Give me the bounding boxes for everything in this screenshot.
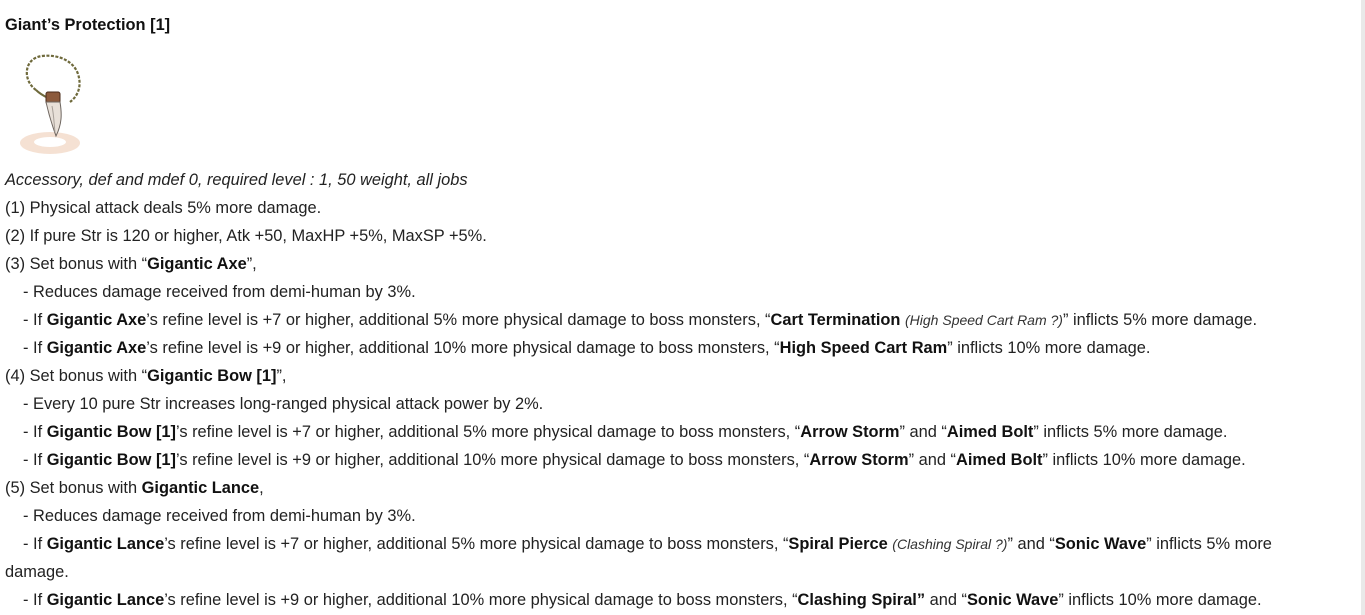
- line-and: ” and “: [1007, 535, 1055, 553]
- skill-name: High Speed Cart Ram: [779, 339, 948, 357]
- set-suffix: ,: [259, 479, 264, 497]
- item-name: Gigantic Lance: [46, 591, 165, 609]
- skill-name: Arrow Storm: [809, 451, 909, 469]
- skill-name: Aimed Bolt: [946, 423, 1034, 441]
- item-summary: Accessory, def and mdef 0, required level : 1, 50 weight, all jobs: [5, 171, 468, 189]
- set-bonus-5-line-1: - Reduces damage received from demi-human by 3%.: [23, 507, 416, 525]
- effect-1: (1) Physical attack deals 5% more damage.: [5, 199, 322, 217]
- item-name: Gigantic Lance: [46, 535, 165, 553]
- line-post: ” inflicts 5% more damage.: [1062, 311, 1257, 329]
- set-bonus-5-line-2: [23, 534, 1357, 554]
- line-post: ” inflicts 5% more: [1146, 535, 1272, 553]
- set-bonus-4-line-2: [23, 422, 1357, 442]
- line-pre: - If: [23, 311, 47, 329]
- set-bonus-3-header: [5, 254, 1357, 274]
- line-mid: ’s refine level is +7 or higher, additional 5% more physical damage to boss monsters, “: [146, 311, 771, 329]
- set-suffix: ”,: [276, 367, 287, 385]
- set-bonus-4-line-3: [23, 450, 1357, 470]
- skill-name: Sonic Wave: [966, 591, 1059, 609]
- set-bonus-5-line-2-wrap: damage.: [5, 563, 69, 581]
- skill-note: (High Speed Cart Ram ?): [905, 312, 1063, 328]
- set-bonus-5-header: [5, 478, 1357, 498]
- line-and: and “: [925, 591, 967, 609]
- line-mid: ’s refine level is +9 or higher, additional 10% more physical damage to boss monsters, “: [176, 451, 810, 469]
- skill-name: Aimed Bolt: [956, 451, 1043, 469]
- set-bonus-4-line-1: - Every 10 pure Str increases long-ranged physical attack power by 2%.: [23, 395, 544, 413]
- set-bonus-3-line-1: - Reduces damage received from demi-human by 3%.: [23, 283, 416, 301]
- line-and: ” and “: [908, 451, 956, 469]
- line-pre: - If: [23, 451, 47, 469]
- item-name: Gigantic Bow [1]: [147, 367, 277, 385]
- set-bonus-4-header: [5, 366, 1357, 386]
- line-mid: ’s refine level is +7 or higher, additional 5% more physical damage to boss monsters, “: [164, 535, 789, 553]
- item-name: Gigantic Bow [1]: [46, 423, 176, 441]
- line-mid: ’s refine level is +7 or higher, additional 5% more physical damage to boss monsters, “: [176, 423, 801, 441]
- skill-name: Sonic Wave: [1054, 535, 1147, 553]
- set-suffix: ”,: [246, 255, 257, 273]
- skill-name: Spiral Pierce: [788, 535, 888, 553]
- scrollbar[interactable]: [1361, 0, 1365, 615]
- set-bonus-5-line-3: [23, 590, 1357, 610]
- set-bonus-3-line-3: [23, 338, 1357, 358]
- line-post: ” inflicts 10% more damage.: [1058, 591, 1262, 609]
- skill-name: Arrow Storm: [800, 423, 900, 441]
- line-post: ” inflicts 5% more damage.: [1033, 423, 1228, 441]
- line-pre: - If: [23, 423, 47, 441]
- line-post: ” inflicts 10% more damage.: [1042, 451, 1246, 469]
- line-pre: - If: [23, 591, 47, 609]
- set-prefix: (4) Set bonus with “: [5, 367, 148, 385]
- set-prefix: (3) Set bonus with “: [5, 255, 148, 273]
- line-and: ” and “: [899, 423, 947, 441]
- item-name: Gigantic Bow [1]: [46, 451, 176, 469]
- item-name: Gigantic Axe: [147, 255, 247, 273]
- necklace-item-image: [16, 50, 88, 160]
- line-pre: - If: [23, 339, 47, 357]
- line-mid: ’s refine level is +9 or higher, additional 10% more physical damage to boss monsters, “: [146, 339, 780, 357]
- item-name: Gigantic Lance: [141, 479, 260, 497]
- set-prefix: (5) Set bonus with: [5, 479, 142, 497]
- effect-2: (2) If pure Str is 120 or higher, Atk +50, MaxHP +5%, MaxSP +5%.: [5, 227, 487, 245]
- line-pre: - If: [23, 535, 47, 553]
- item-name: Gigantic Axe: [46, 311, 147, 329]
- item-title: Giant’s Protection [1]: [5, 16, 171, 34]
- line-post: ” inflicts 10% more damage.: [947, 339, 1151, 357]
- skill-note: (Clashing Spiral ?): [892, 536, 1008, 552]
- item-name: Gigantic Axe: [46, 339, 147, 357]
- skill-name: Cart Termination: [770, 311, 901, 329]
- set-bonus-3-line-2: [23, 310, 1357, 330]
- skill-name: Clashing Spiral”: [797, 591, 926, 609]
- line-mid: ’s refine level is +9 or higher, additional 10% more physical damage to boss monsters, “: [164, 591, 798, 609]
